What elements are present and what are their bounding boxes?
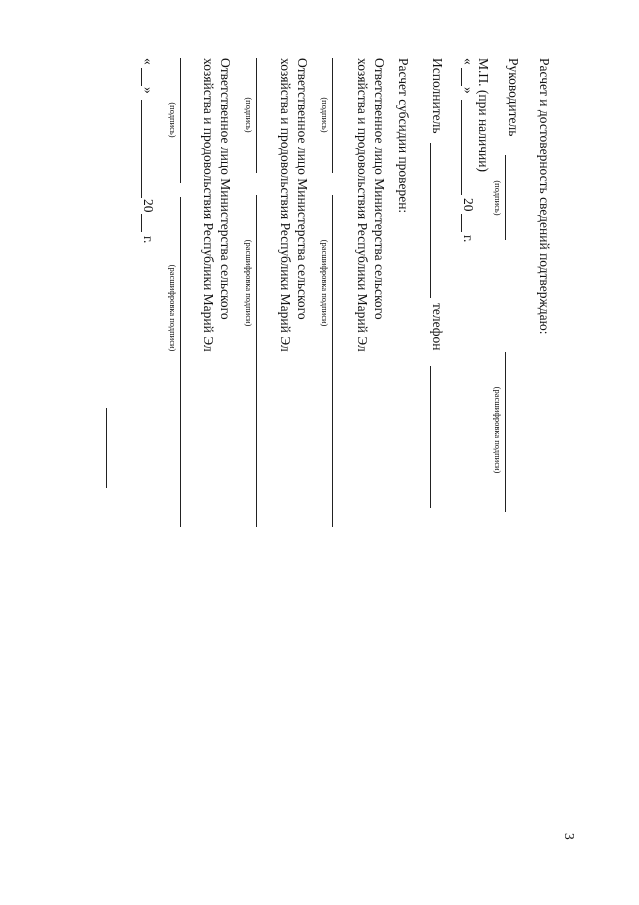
resp1-decode-caption: (расшифровка подписи) — [320, 239, 330, 327]
date1-close-quote: » — [461, 87, 476, 94]
page-number: 3 — [562, 833, 577, 840]
resp2-line1: Ответственное лицо Министерства сельского — [295, 58, 310, 320]
stamp-text: М.П. (при наличии) — [476, 58, 491, 172]
resp3-line2: хозяйства и продовольствия Республики Марий Эл — [201, 58, 216, 352]
resp1-sign-caption: (подпись) — [320, 97, 330, 133]
checked-text: Расчет субсидии проверен: — [396, 58, 411, 214]
date1-suffix: г. — [461, 235, 476, 243]
date1-day-line — [461, 68, 462, 86]
resp1-line2: хозяйства и продовольствия Республики Марий Эл — [355, 58, 370, 352]
head-decode-caption: (расшифровка подписи) — [493, 386, 503, 474]
resp3-sign-line — [180, 58, 181, 183]
resp2-sign-caption: (подпись) — [244, 97, 254, 133]
extra-signature-line — [106, 408, 107, 488]
date2-month-line — [141, 100, 142, 198]
head-label: Руководитель — [506, 58, 521, 137]
resp1-sign-line — [332, 58, 333, 173]
head-decode-line — [505, 352, 506, 512]
date2-year-line — [141, 214, 142, 232]
resp2-decode-caption: (расшифровка подписи) — [244, 239, 254, 327]
date1-open-quote: « — [461, 58, 476, 65]
date1-year: 20 — [461, 198, 476, 212]
date2-day-line — [141, 68, 142, 86]
date1-month-line — [461, 100, 462, 195]
resp3-decode-caption: (расшифровка подписи) — [168, 264, 178, 352]
date2-year: 20 — [141, 199, 156, 213]
resp2-decode-line — [256, 195, 257, 527]
confirm-text: Расчет и достоверность сведений подтверждаю: — [537, 58, 552, 335]
resp3-decode-line — [180, 197, 181, 527]
date2-close-quote: » — [141, 87, 156, 94]
date1-year-line — [461, 214, 462, 232]
resp3-line1: Ответственное лицо Министерства сельского — [218, 58, 233, 320]
executor-phone-line — [430, 366, 431, 508]
resp2-sign-line — [256, 58, 257, 173]
executor-name-line — [430, 143, 431, 298]
resp2-line2: хозяйства и продовольствия Республики Марий Эл — [278, 58, 293, 352]
resp1-line1: Ответственное лицо Министерства сельского — [372, 58, 387, 320]
resp1-decode-line — [332, 195, 333, 527]
head-sign-caption: (подпись) — [493, 180, 503, 216]
head-sign-line — [505, 155, 506, 240]
date2-suffix: г. — [141, 236, 156, 244]
executor-label: Исполнитель — [430, 58, 445, 134]
executor-phone-label: телефон — [430, 303, 445, 351]
resp3-sign-caption: (подпись) — [168, 102, 178, 138]
date2-open-quote: « — [141, 58, 156, 65]
